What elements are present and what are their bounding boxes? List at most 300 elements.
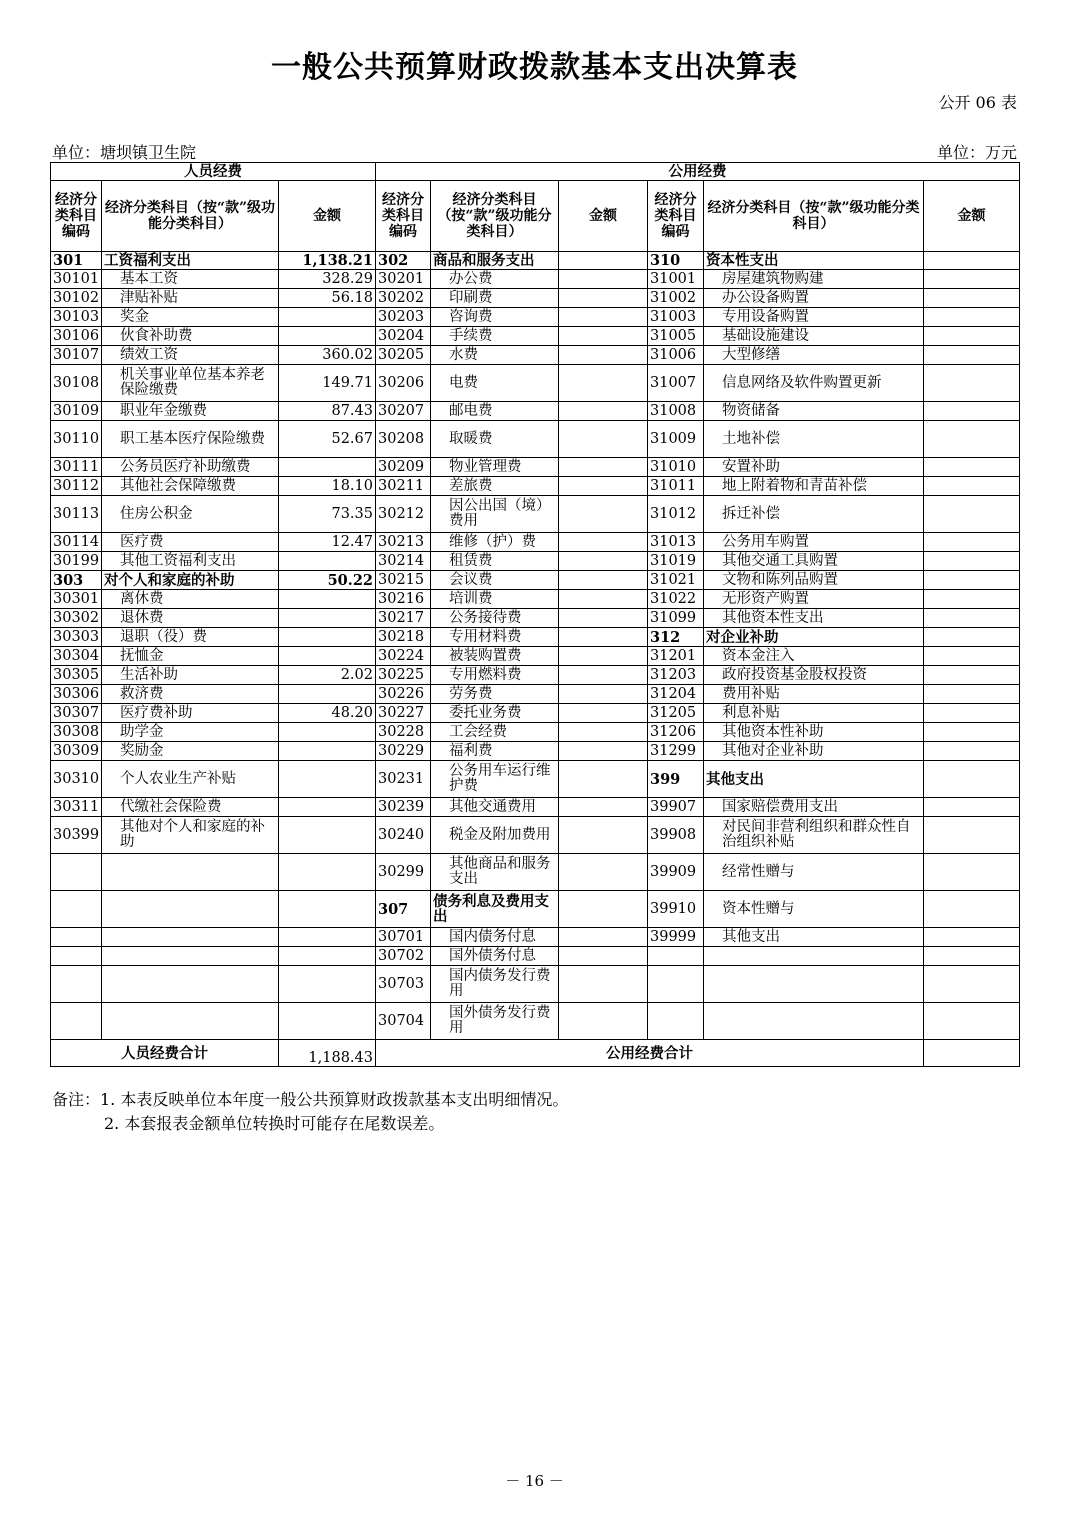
cell-p-code xyxy=(51,928,102,947)
public-total-amount xyxy=(924,1040,1020,1067)
cell-p-name xyxy=(102,966,279,1003)
cell-p-amt xyxy=(279,628,376,647)
cell-c-name: 专用设备购置 xyxy=(704,308,924,327)
cell-g-name: 商品和服务支出 xyxy=(431,252,559,270)
col-header-goods-amount: 金额 xyxy=(559,181,648,252)
col-header-capital-code: 经济分类科目编码 xyxy=(648,181,704,252)
cell-p-code: 30111 xyxy=(51,458,102,477)
cell-p-code: 30307 xyxy=(51,704,102,723)
cell-g-code: 30218 xyxy=(376,628,431,647)
cell-p-amt xyxy=(279,854,376,891)
table-row xyxy=(51,704,1020,723)
cell-c-code: 312 xyxy=(648,628,704,647)
cell-g-amt xyxy=(559,742,648,761)
cell-c-amt xyxy=(924,685,1020,704)
cell-g-code: 30209 xyxy=(376,458,431,477)
cell-g-amt xyxy=(559,365,648,402)
cell-c-amt xyxy=(924,1003,1020,1040)
cell-p-code: 30310 xyxy=(51,761,102,798)
cell-p-name xyxy=(102,947,279,966)
cell-p-amt: 48.20 xyxy=(279,704,376,723)
cell-c-name: 其他支出 xyxy=(704,928,924,947)
cell-g-amt xyxy=(559,966,648,1003)
cell-p-code: 30304 xyxy=(51,647,102,666)
cell-p-amt xyxy=(279,458,376,477)
cell-c-amt xyxy=(924,496,1020,533)
cell-c-name: 资本性赠与 xyxy=(704,891,924,928)
cell-c-name: 利息补贴 xyxy=(704,704,924,723)
page-title: 一般公共预算财政拨款基本支出决算表 xyxy=(271,50,798,85)
cell-p-code: 303 xyxy=(51,571,102,590)
cell-p-code xyxy=(51,966,102,1003)
cell-g-name: 差旅费 xyxy=(431,477,559,496)
cell-p-amt xyxy=(279,742,376,761)
cell-g-name: 福利费 xyxy=(431,742,559,761)
cell-c-name: 对民间非营利组织和群众性自治组织补贴 xyxy=(704,817,924,854)
cell-g-amt xyxy=(559,421,648,458)
column-header-row xyxy=(51,181,1020,252)
cell-c-code: 31099 xyxy=(648,609,704,628)
cell-c-amt xyxy=(924,270,1020,289)
table-row xyxy=(51,458,1020,477)
cell-p-name: 其他对个人和家庭的补助 xyxy=(102,817,279,854)
cell-p-amt xyxy=(279,609,376,628)
cell-p-code: 30199 xyxy=(51,552,102,571)
cell-p-name: 医疗费补助 xyxy=(102,704,279,723)
cell-c-amt xyxy=(924,346,1020,365)
cell-c-code xyxy=(648,966,704,1003)
cell-c-code: 31003 xyxy=(648,308,704,327)
table-row xyxy=(51,1003,1020,1040)
cell-p-amt xyxy=(279,647,376,666)
expenditure-table xyxy=(50,162,1020,1067)
cell-c-amt xyxy=(924,289,1020,308)
table-row xyxy=(51,761,1020,798)
group-header-row xyxy=(51,163,1020,181)
cell-g-code: 30212 xyxy=(376,496,431,533)
cell-g-code: 30215 xyxy=(376,571,431,590)
cell-c-amt xyxy=(924,308,1020,327)
cell-p-amt xyxy=(279,966,376,1003)
cell-c-name: 地上附着物和青苗补偿 xyxy=(704,477,924,496)
cell-p-amt: 328.29 xyxy=(279,270,376,289)
cell-c-code: 31005 xyxy=(648,327,704,346)
cell-p-name: 工资福利支出 xyxy=(102,252,279,270)
cell-p-name: 助学金 xyxy=(102,723,279,742)
cell-p-amt: 12.47 xyxy=(279,533,376,552)
cell-g-amt xyxy=(559,761,648,798)
cell-c-name: 大型修缮 xyxy=(704,346,924,365)
cell-c-code: 31009 xyxy=(648,421,704,458)
cell-p-name: 其他工资福利支出 xyxy=(102,552,279,571)
cell-c-amt xyxy=(924,327,1020,346)
cell-g-code: 30208 xyxy=(376,421,431,458)
cell-c-name: 办公设备购置 xyxy=(704,289,924,308)
cell-g-code: 307 xyxy=(376,891,431,928)
cell-g-name: 水费 xyxy=(431,346,559,365)
cell-p-code: 30112 xyxy=(51,477,102,496)
cell-g-amt xyxy=(559,723,648,742)
col-header-goods-name: 经济分类科目（按“款”级功能分类科目） xyxy=(431,181,559,252)
table-row xyxy=(51,947,1020,966)
cell-p-name: 代缴社会保险费 xyxy=(102,798,279,817)
cell-g-name: 手续费 xyxy=(431,327,559,346)
cell-g-amt xyxy=(559,685,648,704)
cell-g-name: 专用材料费 xyxy=(431,628,559,647)
cell-g-name: 国外债务发行费用 xyxy=(431,1003,559,1040)
cell-g-code: 30226 xyxy=(376,685,431,704)
cell-g-amt xyxy=(559,327,648,346)
cell-p-name: 职业年金缴费 xyxy=(102,402,279,421)
cell-c-name: 政府投资基金股权投资 xyxy=(704,666,924,685)
cell-c-amt xyxy=(924,252,1020,270)
cell-p-name: 抚恤金 xyxy=(102,647,279,666)
cell-c-amt xyxy=(924,891,1020,928)
cell-p-amt xyxy=(279,552,376,571)
cell-p-name: 离休费 xyxy=(102,590,279,609)
cell-c-name: 无形资产购置 xyxy=(704,590,924,609)
cell-c-code: 31008 xyxy=(648,402,704,421)
cell-g-code: 30213 xyxy=(376,533,431,552)
cell-p-name: 个人农业生产补贴 xyxy=(102,761,279,798)
cell-p-name: 退休费 xyxy=(102,609,279,628)
cell-g-amt xyxy=(559,609,648,628)
currency-unit: 单位：万元 xyxy=(936,143,1017,162)
cell-c-code xyxy=(648,1003,704,1040)
cell-p-amt xyxy=(279,685,376,704)
cell-p-code: 30114 xyxy=(51,533,102,552)
cell-c-amt xyxy=(924,704,1020,723)
cell-c-name: 其他交通工具购置 xyxy=(704,552,924,571)
cell-g-name: 培训费 xyxy=(431,590,559,609)
cell-c-amt xyxy=(924,761,1020,798)
cell-g-name: 债务利息及费用支出 xyxy=(431,891,559,928)
cell-p-amt xyxy=(279,308,376,327)
cell-g-name: 工会经费 xyxy=(431,723,559,742)
table-row xyxy=(51,270,1020,289)
col-header-goods-code: 经济分类科目编码 xyxy=(376,181,431,252)
cell-p-amt xyxy=(279,761,376,798)
cell-g-code: 30217 xyxy=(376,609,431,628)
cell-c-code: 31201 xyxy=(648,647,704,666)
cell-c-code: 39910 xyxy=(648,891,704,928)
cell-c-name: 经常性赠与 xyxy=(704,854,924,891)
cell-g-code: 302 xyxy=(376,252,431,270)
cell-p-code xyxy=(51,1003,102,1040)
table-row xyxy=(51,402,1020,421)
cell-g-name: 被装购置费 xyxy=(431,647,559,666)
cell-g-amt xyxy=(559,308,648,327)
table-row xyxy=(51,647,1020,666)
cell-c-name: 公务用车购置 xyxy=(704,533,924,552)
table-row xyxy=(51,891,1020,928)
cell-p-code xyxy=(51,854,102,891)
cell-g-name: 公务接待费 xyxy=(431,609,559,628)
cell-p-name: 公务员医疗补助缴费 xyxy=(102,458,279,477)
personnel-total-label: 人员经费合计 xyxy=(51,1040,279,1067)
cell-c-code: 31022 xyxy=(648,590,704,609)
cell-p-name xyxy=(102,891,279,928)
cell-c-code: 31205 xyxy=(648,704,704,723)
cell-p-amt: 18.10 xyxy=(279,477,376,496)
cell-c-name: 信息网络及软件购置更新 xyxy=(704,365,924,402)
cell-g-name: 劳务费 xyxy=(431,685,559,704)
cell-c-code: 39908 xyxy=(648,817,704,854)
cell-p-code: 30309 xyxy=(51,742,102,761)
note-line-1: 备注：1. 本表反映单位本年度一般公共预算财政拨款基本支出明细情况。 xyxy=(52,1090,569,1109)
cell-g-code: 30227 xyxy=(376,704,431,723)
cell-c-amt xyxy=(924,966,1020,1003)
cell-g-name: 国内债务付息 xyxy=(431,928,559,947)
table-row xyxy=(51,421,1020,458)
cell-p-name: 伙食补助费 xyxy=(102,327,279,346)
cell-c-code: 39909 xyxy=(648,854,704,891)
cell-c-name: 对企业补助 xyxy=(704,628,924,647)
cell-c-amt xyxy=(924,928,1020,947)
cell-g-code: 30701 xyxy=(376,928,431,947)
cell-g-code: 30202 xyxy=(376,289,431,308)
cell-g-code: 30207 xyxy=(376,402,431,421)
cell-p-name: 奖励金 xyxy=(102,742,279,761)
group-header-personnel: 人员经费 xyxy=(51,163,376,181)
cell-g-amt xyxy=(559,590,648,609)
cell-p-code: 30106 xyxy=(51,327,102,346)
col-header-personnel-name: 经济分类科目（按“款”级功能分类科目） xyxy=(102,181,279,252)
cell-p-name xyxy=(102,854,279,891)
cell-g-name: 委托业务费 xyxy=(431,704,559,723)
table-row xyxy=(51,533,1020,552)
cell-c-amt xyxy=(924,571,1020,590)
cell-g-amt xyxy=(559,798,648,817)
cell-g-name: 公务用车运行维护费 xyxy=(431,761,559,798)
cell-g-amt xyxy=(559,346,648,365)
cell-g-amt xyxy=(559,817,648,854)
cell-p-code: 30109 xyxy=(51,402,102,421)
cell-c-code: 31203 xyxy=(648,666,704,685)
table-row xyxy=(51,798,1020,817)
cell-g-code: 30299 xyxy=(376,854,431,891)
cell-g-name: 其他交通费用 xyxy=(431,798,559,817)
cell-g-amt xyxy=(559,947,648,966)
cell-g-name: 办公费 xyxy=(431,270,559,289)
cell-g-code: 30216 xyxy=(376,590,431,609)
table-row xyxy=(51,289,1020,308)
note-line-2: 2. 本套报表金额单位转换时可能存在尾数误差。 xyxy=(104,1114,445,1133)
cell-g-name: 邮电费 xyxy=(431,402,559,421)
cell-p-amt: 52.67 xyxy=(279,421,376,458)
table-row xyxy=(51,365,1020,402)
cell-g-amt xyxy=(559,891,648,928)
cell-c-code: 31010 xyxy=(648,458,704,477)
cell-g-amt xyxy=(559,647,648,666)
cell-c-name: 其他支出 xyxy=(704,761,924,798)
cell-c-code: 31002 xyxy=(648,289,704,308)
cell-p-code xyxy=(51,947,102,966)
cell-c-amt xyxy=(924,365,1020,402)
cell-c-name: 物资储备 xyxy=(704,402,924,421)
table-row xyxy=(51,552,1020,571)
cell-g-code: 30228 xyxy=(376,723,431,742)
table-row xyxy=(51,817,1020,854)
cell-g-name: 物业管理费 xyxy=(431,458,559,477)
cell-g-code: 30206 xyxy=(376,365,431,402)
cell-c-name: 其他对企业补助 xyxy=(704,742,924,761)
cell-c-code xyxy=(648,947,704,966)
cell-c-amt xyxy=(924,477,1020,496)
cell-g-name: 其他商品和服务支出 xyxy=(431,854,559,891)
cell-c-code: 31013 xyxy=(648,533,704,552)
cell-c-amt xyxy=(924,402,1020,421)
cell-p-code: 30311 xyxy=(51,798,102,817)
cell-c-code: 39907 xyxy=(648,798,704,817)
cell-c-code: 31206 xyxy=(648,723,704,742)
cell-c-code: 31019 xyxy=(648,552,704,571)
cell-g-amt xyxy=(559,704,648,723)
form-number: 公开 06 表 xyxy=(938,93,1017,112)
table-row xyxy=(51,308,1020,327)
cell-c-code: 31006 xyxy=(648,346,704,365)
cell-p-amt xyxy=(279,891,376,928)
cell-p-code: 30399 xyxy=(51,817,102,854)
table-row xyxy=(51,496,1020,533)
cell-c-name: 国家赔偿费用支出 xyxy=(704,798,924,817)
table-row xyxy=(51,571,1020,590)
cell-p-code: 30305 xyxy=(51,666,102,685)
cell-c-name: 房屋建筑物购建 xyxy=(704,270,924,289)
cell-p-amt xyxy=(279,798,376,817)
cell-p-amt: 1,138.21 xyxy=(279,252,376,270)
cell-c-code: 31011 xyxy=(648,477,704,496)
cell-p-name: 机关事业单位基本养老保险缴费 xyxy=(102,365,279,402)
cell-p-amt xyxy=(279,947,376,966)
cell-p-name: 职工基本医疗保险缴费 xyxy=(102,421,279,458)
cell-g-amt xyxy=(559,552,648,571)
cell-c-code: 310 xyxy=(648,252,704,270)
cell-g-name: 电费 xyxy=(431,365,559,402)
cell-c-code: 399 xyxy=(648,761,704,798)
table-row xyxy=(51,609,1020,628)
cell-g-code: 30702 xyxy=(376,947,431,966)
cell-c-name: 资本性支出 xyxy=(704,252,924,270)
cell-c-name xyxy=(704,947,924,966)
cell-g-code: 30240 xyxy=(376,817,431,854)
cell-p-amt xyxy=(279,723,376,742)
col-header-personnel-amount: 金额 xyxy=(279,181,376,252)
cell-g-code: 30204 xyxy=(376,327,431,346)
cell-c-code: 31204 xyxy=(648,685,704,704)
cell-p-amt: 149.71 xyxy=(279,365,376,402)
table-row xyxy=(51,252,1020,270)
cell-p-code: 30110 xyxy=(51,421,102,458)
cell-g-code: 30704 xyxy=(376,1003,431,1040)
totals-row xyxy=(51,1040,1020,1067)
cell-g-amt xyxy=(559,854,648,891)
personnel-total-amount: 1,188.43 xyxy=(279,1040,376,1067)
cell-p-name: 救济费 xyxy=(102,685,279,704)
page-number: － 16 － xyxy=(505,1472,564,1490)
cell-c-name: 基础设施建设 xyxy=(704,327,924,346)
cell-g-amt xyxy=(559,289,648,308)
cell-g-code: 30203 xyxy=(376,308,431,327)
table-row xyxy=(51,685,1020,704)
cell-p-amt: 360.02 xyxy=(279,346,376,365)
cell-c-name: 其他资本性补助 xyxy=(704,723,924,742)
table-row xyxy=(51,477,1020,496)
cell-c-amt xyxy=(924,609,1020,628)
cell-g-code: 30703 xyxy=(376,966,431,1003)
cell-g-name: 租赁费 xyxy=(431,552,559,571)
cell-c-amt xyxy=(924,533,1020,552)
cell-g-code: 30231 xyxy=(376,761,431,798)
cell-g-code: 30211 xyxy=(376,477,431,496)
cell-c-name xyxy=(704,966,924,1003)
cell-c-name: 其他资本性支出 xyxy=(704,609,924,628)
cell-g-amt xyxy=(559,928,648,947)
cell-c-amt xyxy=(924,590,1020,609)
cell-p-code: 30302 xyxy=(51,609,102,628)
cell-p-code: 30108 xyxy=(51,365,102,402)
cell-g-name: 印刷费 xyxy=(431,289,559,308)
cell-c-code: 31007 xyxy=(648,365,704,402)
cell-p-name: 绩效工资 xyxy=(102,346,279,365)
cell-g-name: 取暖费 xyxy=(431,421,559,458)
cell-c-name xyxy=(704,1003,924,1040)
cell-g-name: 税金及附加费用 xyxy=(431,817,559,854)
cell-p-name: 住房公积金 xyxy=(102,496,279,533)
cell-g-amt xyxy=(559,402,648,421)
cell-p-name: 对个人和家庭的补助 xyxy=(102,571,279,590)
cell-p-code: 30306 xyxy=(51,685,102,704)
cell-g-amt xyxy=(559,270,648,289)
cell-p-code xyxy=(51,891,102,928)
table-row xyxy=(51,966,1020,1003)
cell-g-amt xyxy=(559,252,648,270)
cell-g-name: 国外债务付息 xyxy=(431,947,559,966)
cell-g-name: 咨询费 xyxy=(431,308,559,327)
cell-p-amt: 2.02 xyxy=(279,666,376,685)
cell-c-amt xyxy=(924,854,1020,891)
cell-p-amt: 73.35 xyxy=(279,496,376,533)
cell-p-amt: 56.18 xyxy=(279,289,376,308)
cell-g-name: 因公出国（境）费用 xyxy=(431,496,559,533)
cell-c-amt xyxy=(924,798,1020,817)
cell-g-amt xyxy=(559,477,648,496)
cell-p-amt xyxy=(279,590,376,609)
group-header-public: 公用经费 xyxy=(376,163,1020,181)
cell-c-amt xyxy=(924,947,1020,966)
cell-p-amt xyxy=(279,817,376,854)
cell-c-amt xyxy=(924,552,1020,571)
public-total-label: 公用经费合计 xyxy=(376,1040,924,1067)
cell-p-name: 奖金 xyxy=(102,308,279,327)
cell-g-code: 30224 xyxy=(376,647,431,666)
cell-c-amt xyxy=(924,666,1020,685)
cell-c-code: 31012 xyxy=(648,496,704,533)
table-row xyxy=(51,327,1020,346)
table-row xyxy=(51,723,1020,742)
cell-p-code: 30113 xyxy=(51,496,102,533)
cell-c-amt xyxy=(924,742,1020,761)
cell-g-code: 30229 xyxy=(376,742,431,761)
cell-p-code: 30101 xyxy=(51,270,102,289)
cell-p-code: 30301 xyxy=(51,590,102,609)
cell-c-amt xyxy=(924,817,1020,854)
cell-p-code: 30102 xyxy=(51,289,102,308)
cell-c-amt xyxy=(924,421,1020,458)
cell-c-name: 费用补贴 xyxy=(704,685,924,704)
cell-p-amt xyxy=(279,1003,376,1040)
cell-p-name: 津贴补贴 xyxy=(102,289,279,308)
